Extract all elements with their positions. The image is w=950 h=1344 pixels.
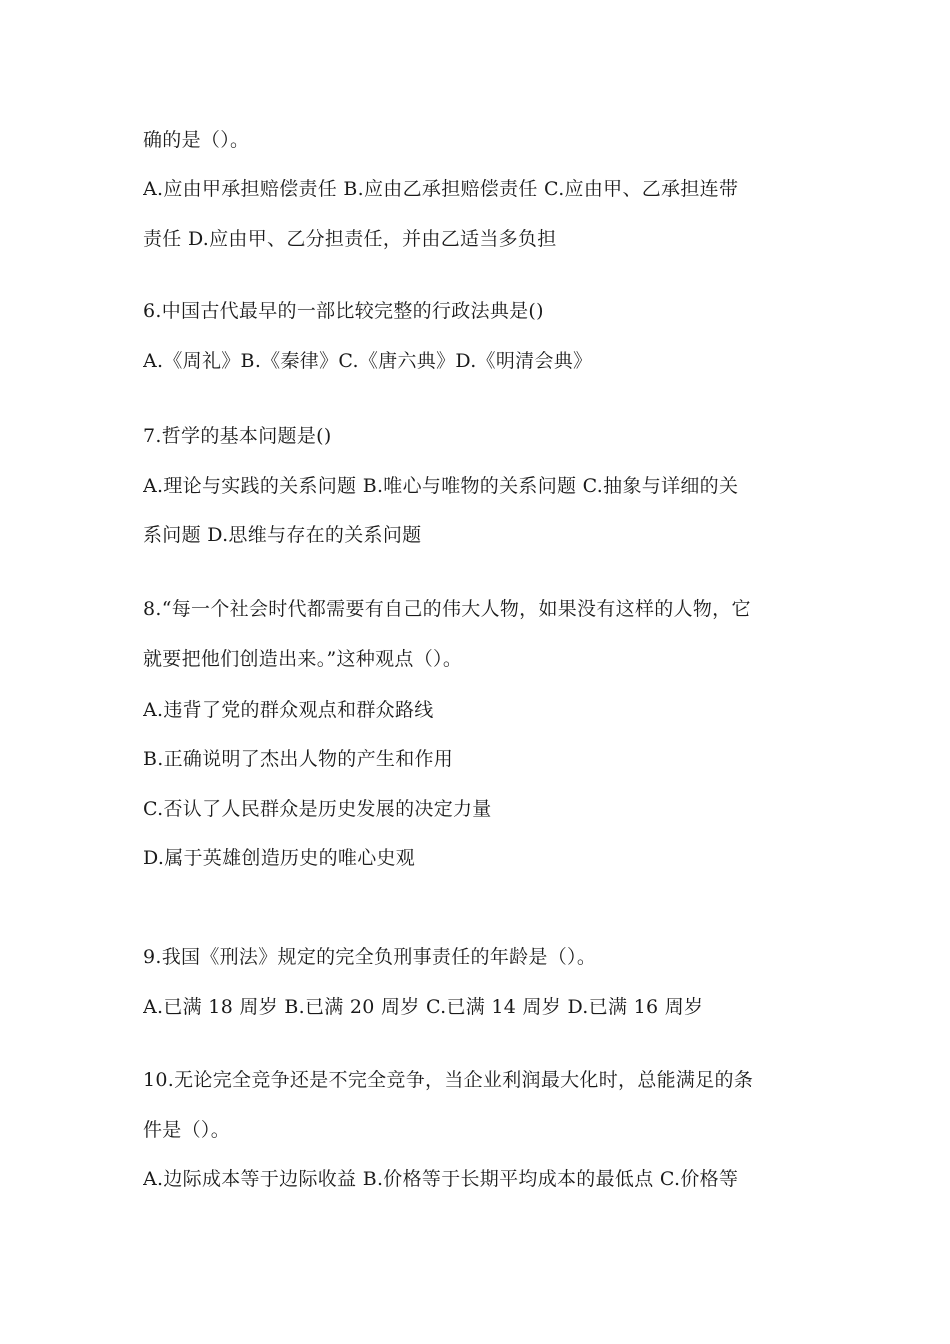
q8-option-a: A.违背了党的群众观点和群众路线 xyxy=(143,699,434,721)
q7-options-line-1: A.理论与实践的关系问题 B.唯心与唯物的关系问题 C.抽象与详细的关 xyxy=(143,475,739,497)
q10-options-line-1: A.边际成本等于边际收益 B.价格等于长期平均成本的最低点 C.价格等 xyxy=(143,1168,739,1190)
q6-options: A.《周礼》B.《秦律》C.《唐六典》D.《明清会典》 xyxy=(143,350,593,372)
q5-options-line-1: A.应由甲承担赔偿责任 B.应由乙承担赔偿责任 C.应由甲、乙承担连带 xyxy=(143,178,739,200)
q9-options: A.已满 18 周岁 B.已满 20 周岁 C.已满 14 周岁 D.已满 16 周岁 xyxy=(143,996,704,1018)
q8-option-c: C.否认了人民群众是历史发展的决定力量 xyxy=(143,798,492,820)
q8-stem-line-1: 8.“每一个社会时代都需要有自己的伟大人物，如果没有这样的人物，它 xyxy=(143,598,751,620)
q8-option-b: B.正确说明了杰出人物的产生和作用 xyxy=(143,748,454,770)
q8-stem-line-2: 就要把他们创造出来。”这种观点（）。 xyxy=(143,648,463,670)
q6-stem: 6.中国古代最早的一部比较完整的行政法典是() xyxy=(143,300,544,322)
q5-options-line-2: 责任 D.应由甲、乙分担责任，并由乙适当多负担 xyxy=(143,228,557,250)
q5-stem-end: 确的是（）。 xyxy=(143,129,250,151)
q10-stem-line-2: 件是（）。 xyxy=(143,1119,231,1141)
q10-stem-line-1: 10.无论完全竞争还是不完全竞争，当企业利润最大化时，总能满足的条 xyxy=(143,1069,754,1091)
q8-option-d: D.属于英雄创造历史的唯心史观 xyxy=(143,847,416,869)
q9-stem: 9.我国《刑法》规定的完全负刑事责任的年龄是（）。 xyxy=(143,946,597,968)
q7-stem: 7.哲学的基本问题是() xyxy=(143,425,332,447)
q7-options-line-2: 系问题 D.思维与存在的关系问题 xyxy=(143,524,422,546)
